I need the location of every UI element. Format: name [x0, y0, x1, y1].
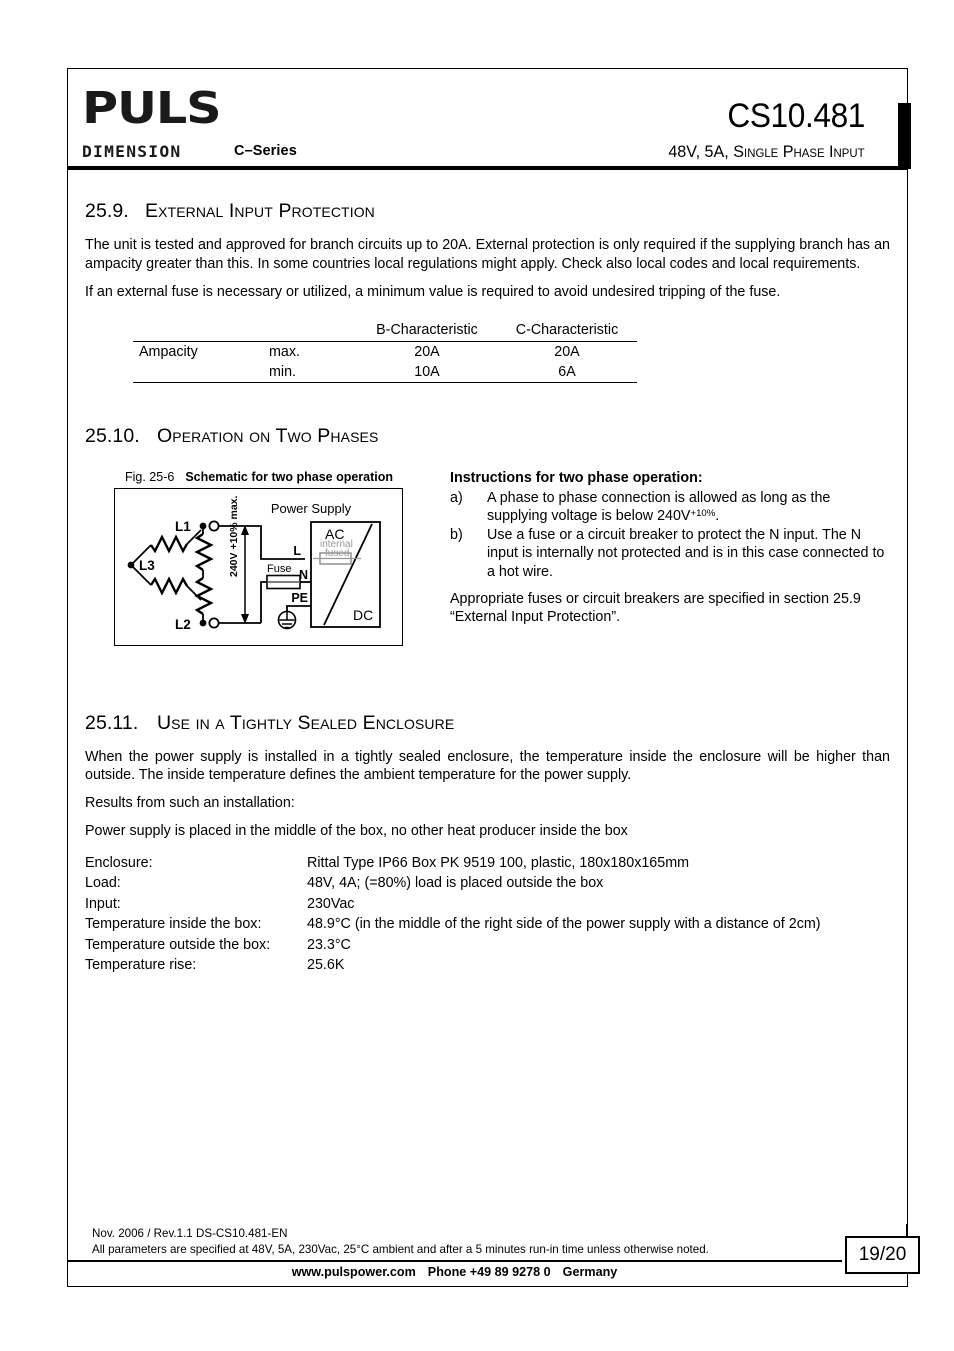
label-l1: L1 — [175, 518, 191, 534]
label-internal: internal — [320, 538, 353, 550]
table-header-row — [133, 320, 637, 342]
spec-row — [85, 935, 890, 955]
terminal-l2 — [209, 618, 218, 627]
table-row — [133, 341, 637, 362]
page-number-box — [845, 1236, 920, 1274]
instructions-block — [450, 470, 890, 627]
para-25-11-3: Power supply is placed in the middle of the box, no other heat producer inside the box — [85, 823, 628, 840]
footer-meta — [92, 1226, 852, 1258]
footer-divider — [67, 1260, 842, 1262]
label-ac: AC — [325, 525, 345, 542]
spec-row — [85, 873, 890, 893]
instruction-item-a — [450, 489, 890, 526]
instructions-list — [450, 489, 890, 581]
model-subtitle: 48V, 5A, Single Phase Input — [668, 142, 865, 161]
spec-row — [85, 853, 890, 873]
node-l3 — [128, 561, 135, 568]
cell-b-value: 10A — [414, 363, 440, 380]
spec-row — [85, 894, 890, 914]
instructions-heading: Instructions for two phase operation: — [450, 469, 703, 486]
heading-25-9-title: External Input Protection — [145, 200, 375, 222]
footer-country: Germany — [562, 1265, 618, 1279]
col-head-c: C-Characteristic — [515, 321, 619, 338]
label-l3: L3 — [139, 557, 155, 573]
footer-phone: Phone +49 89 9278 0 — [427, 1265, 551, 1279]
page-content — [85, 200, 890, 976]
ampacity-table-wrap — [133, 320, 890, 383]
heading-25-9-number: 25.9. — [85, 200, 129, 222]
spec-value: 23.3°C — [307, 936, 351, 953]
label-voltage: 240V +10% max. — [228, 495, 240, 577]
section-tab-marker — [898, 103, 911, 169]
spec-value: 48V, 4A; (=80%) load is placed outside the box — [307, 875, 604, 892]
col-head-blank1 — [133, 320, 263, 342]
instruction-item-b — [450, 526, 890, 581]
series-label: C–Series — [234, 143, 297, 159]
para-25-9-1: The unit is tested and approved for branch circuits up to 20A. External protection is only required if the supplying branch has an ampacity greater than this. In some countries local regulations might apply. Check also local codes and local requirements. — [85, 237, 890, 272]
node-l2 — [200, 619, 207, 626]
spec-key: Enclosure: — [85, 855, 153, 872]
page-number: 19/20 — [858, 1244, 907, 1265]
heading-25-11 — [85, 712, 890, 735]
cell-minmax: min. — [269, 363, 297, 380]
footer-website[interactable]: www.pulspower.com — [291, 1265, 416, 1279]
heading-25-10-number: 25.10. — [85, 424, 140, 447]
label-power-supply: Power Supply — [270, 500, 352, 516]
spec-row — [85, 914, 890, 934]
instruction-marker-b: b) — [450, 527, 463, 544]
cell-c-value: 6A — [558, 363, 576, 380]
footer-revision: Nov. 2006 / Rev.1.1 DS-CS10.481-EN — [92, 1227, 288, 1240]
model-number: CS10.481 — [727, 97, 865, 135]
label-fused: fused — [325, 547, 350, 559]
heading-25-10 — [85, 425, 890, 448]
spec-value: Rittal Type IP66 Box PK 9519 100, plastic, 180x180x165mm — [307, 855, 690, 872]
puls-logo: PULS — [82, 83, 221, 134]
footer-note: All parameters are specified at 48V, 5A, 230Vac, 25°C ambient and after a 5 minutes run-in time unless otherwise noted. — [92, 1242, 709, 1256]
figure-title: Schematic for two phase operation — [185, 469, 394, 484]
heading-25-10-title: Operation on Two Phases — [157, 424, 379, 447]
label-terminal-pe: PE — [291, 590, 308, 605]
instructions-tail: Appropriate fuses or circuit breakers are specified in section 25.9 “External Input Protection”. — [450, 591, 861, 626]
heading-25-11-title: Use in a Tightly Sealed Enclosure — [157, 711, 455, 734]
cell-row-label: Ampacity — [139, 343, 198, 360]
spec-key: Temperature inside the box: — [85, 916, 262, 933]
para-25-9-2: If an external fuse is necessary or utilized, a minimum value is required to avoid undesired tripping of the fuse. — [85, 283, 781, 300]
instruction-text-b: Use a fuse or a circuit breaker to protect the N input. The N input is internally not protected and is in this case connected to a hot wire. — [487, 527, 885, 580]
footer-contact — [67, 1265, 842, 1279]
spec-row — [85, 955, 890, 975]
cell-row-label — [133, 362, 263, 383]
cell-c-value: 20A — [554, 343, 580, 360]
figure-caption — [125, 470, 393, 484]
label-fuse: Fuse — [267, 562, 292, 575]
spec-key: Temperature rise: — [85, 957, 197, 974]
spec-value: 25.6K — [307, 957, 345, 974]
page-header — [68, 69, 907, 169]
cell-b-value: 20A — [414, 343, 440, 360]
label-terminal-l: L — [293, 543, 301, 558]
dimension-logo: DIMENSION — [82, 142, 182, 161]
header-divider — [68, 166, 907, 170]
schematic-svg — [115, 489, 401, 644]
terminal-l1 — [209, 521, 218, 530]
label-dc: DC — [353, 606, 374, 623]
spec-value: 230Vac — [307, 895, 355, 912]
label-terminal-n: N — [298, 567, 308, 582]
figure-number: Fig. 25-6 — [125, 469, 175, 484]
instruction-sup-a: +10% — [690, 507, 716, 519]
instruction-text-a-post: . — [715, 507, 720, 524]
heading-25-11-number: 25.11. — [85, 711, 139, 734]
two-phase-schematic — [114, 488, 403, 646]
col-head-blank2 — [263, 320, 357, 342]
instruction-text-a: A phase to phase connection is allowed as long as the supplying voltage is below 240V — [487, 489, 831, 524]
spec-key: Temperature outside the box: — [85, 936, 271, 953]
figure-row — [85, 470, 890, 660]
spec-value: 48.9°C (in the middle of the right side of the power supply with a distance of 2cm) — [307, 916, 821, 933]
table-row — [133, 362, 637, 383]
instruction-marker-a: a) — [450, 489, 463, 506]
spec-key: Input: — [85, 895, 121, 912]
label-l2: L2 — [175, 616, 191, 632]
node-l1 — [200, 522, 207, 529]
heading-25-9 — [85, 200, 890, 223]
para-25-11-1: When the power supply is installed in a tightly sealed enclosure, the temperature inside the enclosure will be higher than outside. The inside temperature defines the ambient temperature for the power supply. — [85, 748, 890, 784]
cell-minmax: max. — [269, 343, 300, 360]
col-head-b: B-Characteristic — [376, 321, 478, 338]
para-25-11-2: Results from such an installation: — [85, 795, 295, 812]
enclosure-spec-list — [85, 853, 890, 976]
ampacity-table — [133, 320, 637, 383]
spec-key: Load: — [85, 875, 121, 892]
